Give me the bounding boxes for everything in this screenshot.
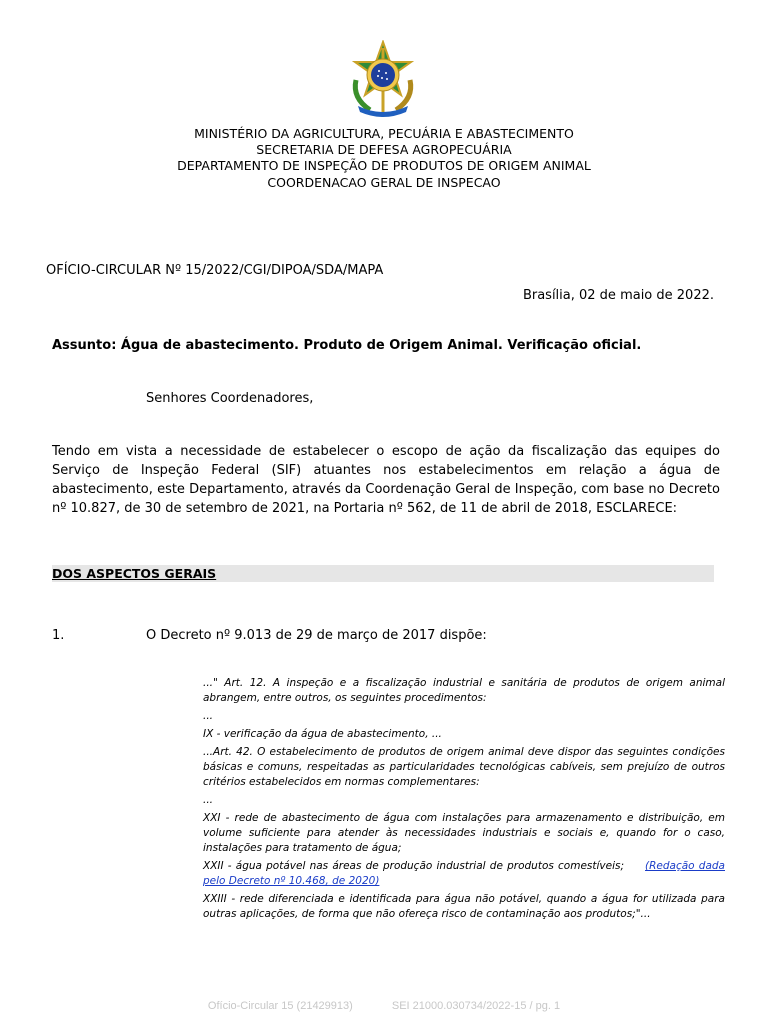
quote-text: XXII - água potável nas áreas de produção industrial de produtos comestíveis; [203, 860, 625, 872]
decree-reference-link[interactable]: (Redação dada pelo Decreto nº 10.468, de 2020) [203, 860, 725, 887]
footer-document-id: Ofício-Circular 15 (21429913) [207, 1000, 353, 1012]
footer-sei-number: SEI 21000.030734/2022-15 / pg. 1 [391, 1000, 561, 1012]
subject-line: Assunto: Água de abastecimento. Produto de Origem Animal. Verificação oficial. [52, 338, 642, 353]
quote-paragraph: XXI - rede de abastecimento de água com instalações para armazenamento e distribuição, em volume suficiente para atender às necessidades industriais e sociais e, quando for o caso, instalações para tratamento de água; [203, 812, 725, 854]
page-footer [0, 1000, 768, 1012]
section-title: DOS ASPECTOS GERAIS [52, 566, 217, 581]
quote-paragraph: XXIII - rede diferenciada e identificada para água não potável, quando a água for utilizada para outras aplicações, de forma que não ofereça risco de contaminação aos produtos;"... [203, 893, 725, 920]
decree-quote [203, 676, 725, 925]
header-ministry: MINISTÉRIO DA AGRICULTURA, PECUÁRIA E ABASTECIMENTO [194, 126, 574, 141]
quote-paragraph: ... [203, 710, 214, 722]
header-departamento: DEPARTAMENTO DE INSPEÇÃO DE PRODUTOS DE ORIGEM ANIMAL [177, 158, 591, 173]
quote-paragraph [203, 859, 725, 889]
item-text: O Decreto nº 9.013 de 29 de março de 2017 dispõe: [146, 628, 487, 643]
oficio-number: OFÍCIO-CIRCULAR Nº 15/2022/CGI/DIPOA/SDA/MAPA [46, 263, 384, 278]
document-date: Brasília, 02 de maio de 2022. [522, 288, 714, 303]
quote-paragraph: ..." Art. 12. A inspeção e a fiscalização industrial e sanitária de produtos de origem animal abrangem, entre outros, os seguintes procedimentos: [203, 677, 725, 704]
salutation: Senhores Coordenadores, [146, 391, 314, 406]
header-coordenacao: COORDENACAO GERAL DE INSPECAO [267, 175, 501, 190]
item-number: 1. [52, 628, 65, 643]
header-secretaria: SECRETARIA DE DEFESA AGROPECUÁRIA [256, 142, 512, 157]
quote-paragraph: ...Art. 42. O estabelecimento de produtos de origem animal deve dispor das seguintes condições básicas e comuns, respeitadas as particularidades tecnológicas cabíveis, sem prejuízo de outros critérios estabelecidos em normas complementares: [203, 746, 725, 788]
intro-paragraph: Tendo em vista a necessidade de estabelecer o escopo de ação da fiscalização das equipes do Serviço de Inspeção Federal (SIF) atuantes nos estabelecimentos em relação a água de abastecimento, este Departamento, através da Coordenação Geral de Inspeção, com base no Decreto nº 10.827, de 30 de setembro de 2021, na Portaria nº 562, de 11 de abril de 2018, ESCLARECE: [52, 444, 720, 516]
brazil-coat-of-arms-icon [346, 40, 420, 118]
quote-paragraph: ... [203, 794, 214, 806]
quote-paragraph: IX - verificação da água de abastecimento, ... [203, 728, 442, 740]
